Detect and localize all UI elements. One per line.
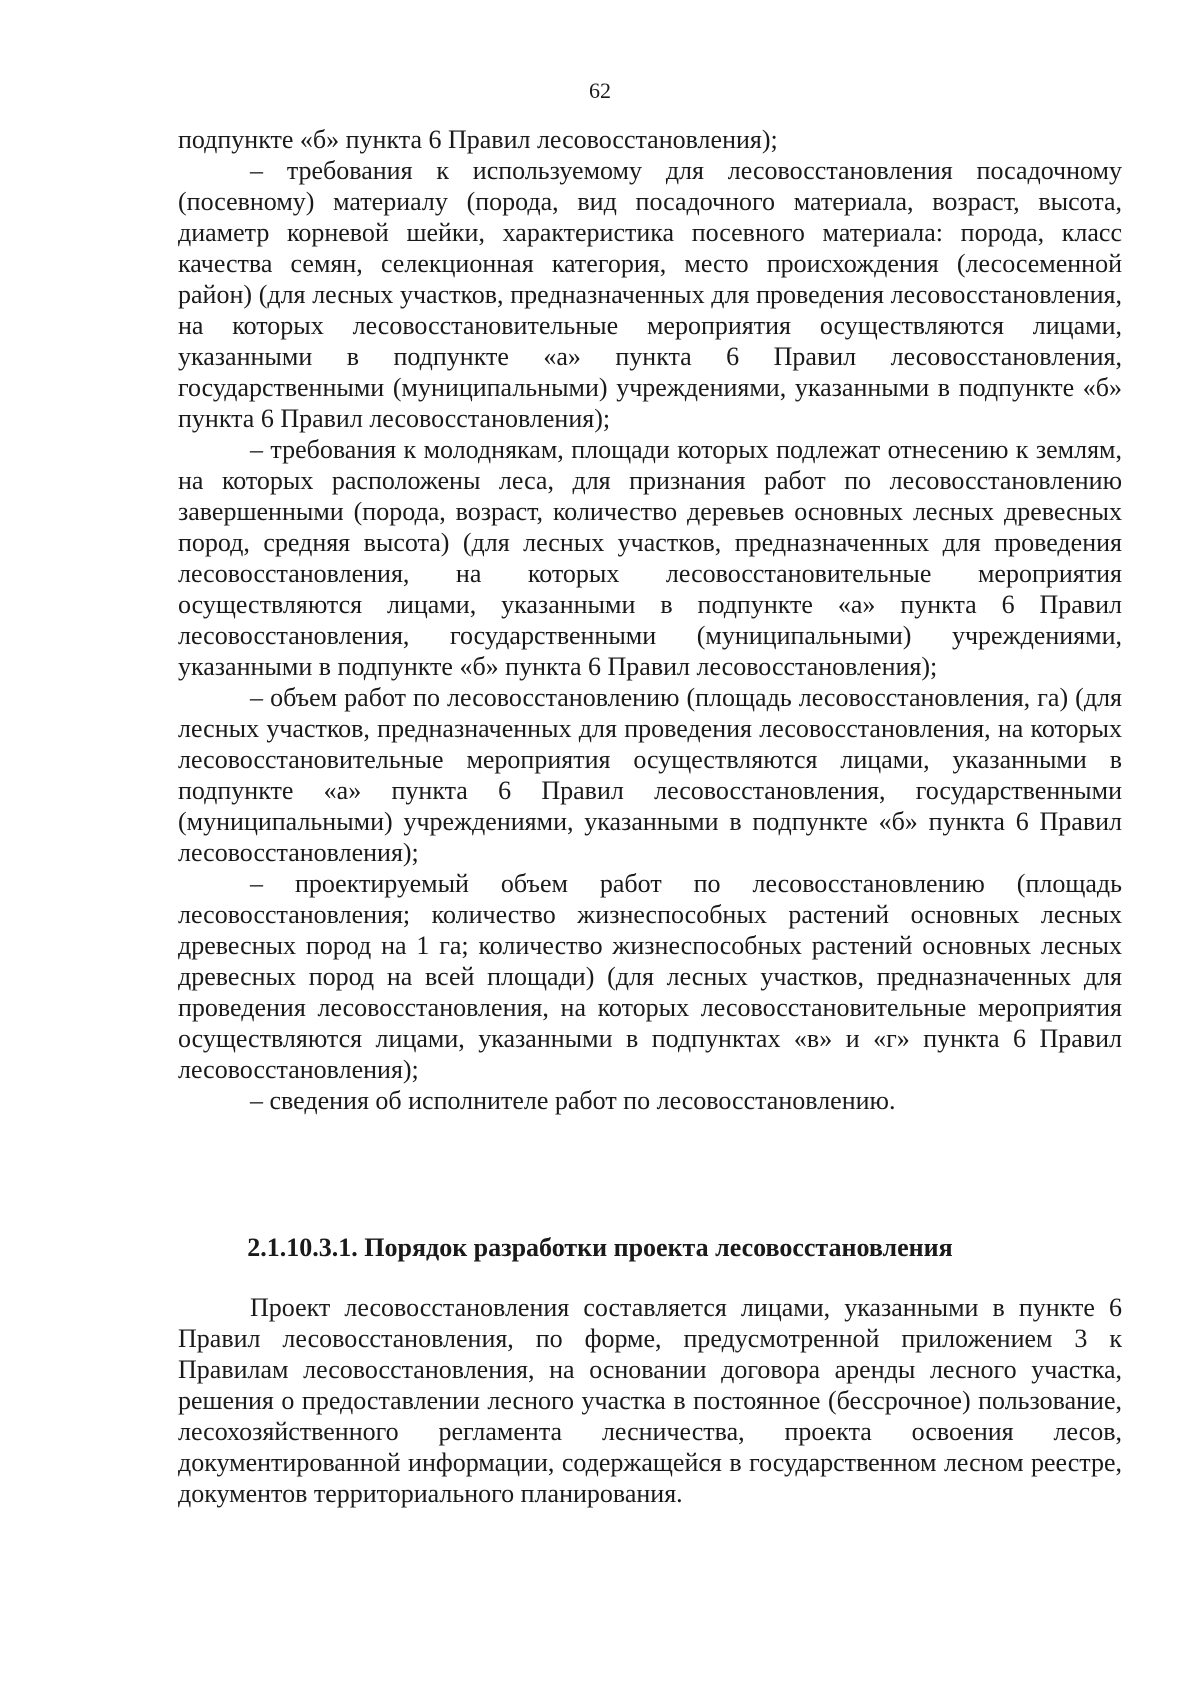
body-text-top — [178, 124, 1122, 1116]
paragraph-project-development: Проект лесовосстановления составляется лицами, указанными в пункте 6 Правил лесовосстановления, по форме, предусмотренной приложением 3 к Правилам лесовосстановления, на основании договора аренды лесного участка, решения о предоставлении лесного участка в постоянное (бессрочное) пользование, лесохозяйственного регламента лесничества, проекта освоения лесов, документированной информации, содержащейся в государственном лесном реестре, документов территориального планирования. — [178, 1293, 1122, 1508]
paragraph-projected-work-volume: – проектируемый объем работ по лесовосстановлению (площадь лесовосстановления; количество жизнеспособных растений основных лесных древесных пород на 1 га; количество жизнеспособных растений основных лесных древесных пород на всей площади) (для лесных участков, предназначенных для проведения лесовосстановления, на которых лесовосстановительные мероприятия осуществляются лицами, указанными в подпунктах «в» и «г» пункта 6 Правил лесовосстановления); — [178, 869, 1122, 1084]
body-text-bottom — [178, 1292, 1122, 1509]
paragraph-contractor-info: – сведения об исполнителе работ по лесовосстановлению. — [250, 1086, 896, 1115]
section-heading: 2.1.10.3.1. Порядок разработки проекта лесовосстановления — [247, 1233, 953, 1262]
paragraph-seed-material-requirements: – требования к используемому для лесовосстановления посадочному (посевному) материалу (порода, вид посадочного материала, возраст, высота, диаметр корневой шейки, характеристика посевного материала: порода, класс качества семян, селекционная категория, место происхождения (лесосеменной район) (для лесных участков, предназначенных для проведения лесовосстановления, на которых лесовосстановительные мероприятия осуществляются лицами, указанными в подпункте «а» пункта 6 Правил лесовосстановления, государственными (муниципальными) учреждениями, указанными в подпункте «б» пункта 6 Правил лесовосстановления); — [178, 156, 1122, 433]
paragraph-work-volume: – объем работ по лесовосстановлению (площадь лесовосстановления, га) (для лесных участков, предназначенных для проведения лесовосстановления, на которых лесовосстановительные мероприятия осуществляются лицами, указанными в подпункте «а» пункта 6 Правил лесовосстановления, государственными (муниципальными) учреждениями, указанными в подпункте «б» пункта 6 Правил лесовосстановления); — [178, 683, 1122, 867]
paragraph-young-stand-requirements: – требования к молоднякам, площади которых подлежат отнесению к землям, на которых расположены леса, для признания работ по лесовосстановлению завершенными (порода, возраст, количество деревьев основных лесных древесных пород, средняя высота) (для лесных участков, предназначенных для проведения лесовосстановления, на которых лесовосстановительные мероприятия осуществляются лицами, указанными в подпункте «а» пункта 6 Правил лесовосстановления, государственными (муниципальными) учреждениями, указанными в подпункте «б» пункта 6 Правил лесовосстановления); — [178, 435, 1122, 681]
paragraph-continuation: подпункте «б» пункта 6 Правил лесовосстановления); — [178, 125, 778, 154]
page-number: 62 — [589, 78, 611, 103]
